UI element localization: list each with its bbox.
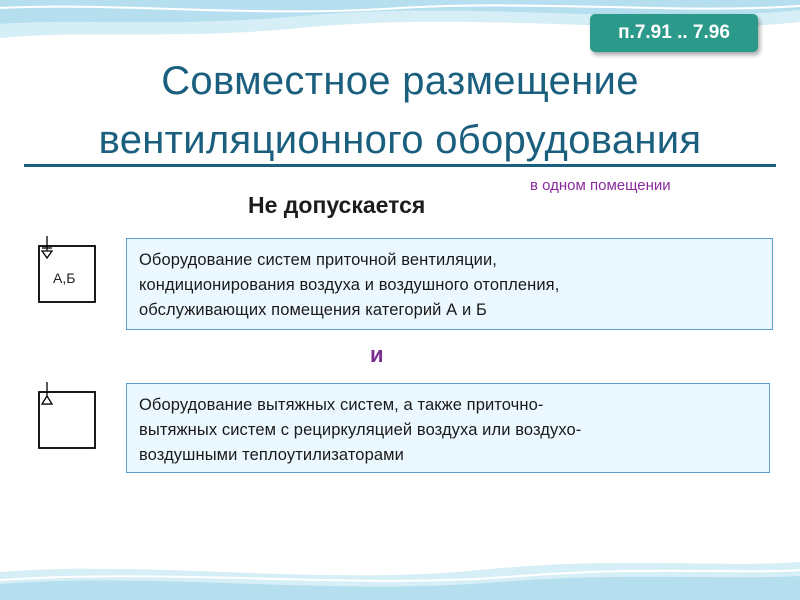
clause-reference-badge: п.7.91 .. 7.96 [590,14,758,52]
description-line: вытяжных систем с рециркуляцией воздуха или воздухо- [139,421,582,439]
prohibition-heading: Не допускается [248,192,426,218]
page-title-line-1: Совместное размещение [161,59,639,103]
description-line: обслуживающих помещения категорий А и Б [139,301,487,319]
supply-equipment-description [126,238,773,330]
exhaust-equipment-description [126,383,770,473]
description-line: Оборудование вытяжных систем, а также приточно- [139,396,544,414]
page-title-line-2: вентиляционного оборудования [98,118,702,162]
conjunction-and: и [370,342,384,367]
title-underline [24,164,776,167]
bottom-wave-decoration [0,550,800,600]
exhaust-ventilation-icon [32,382,100,450]
description-line: Оборудование систем приточной вентиляции, [139,251,497,269]
description-line: воздушными теплоутилизаторами [139,446,404,464]
room-category-label: А,Б [53,270,76,286]
description-line: кондиционирования воздуха и воздушного отопления, [139,276,560,294]
page-title [0,52,800,170]
location-note: в одном помещении [530,177,671,194]
